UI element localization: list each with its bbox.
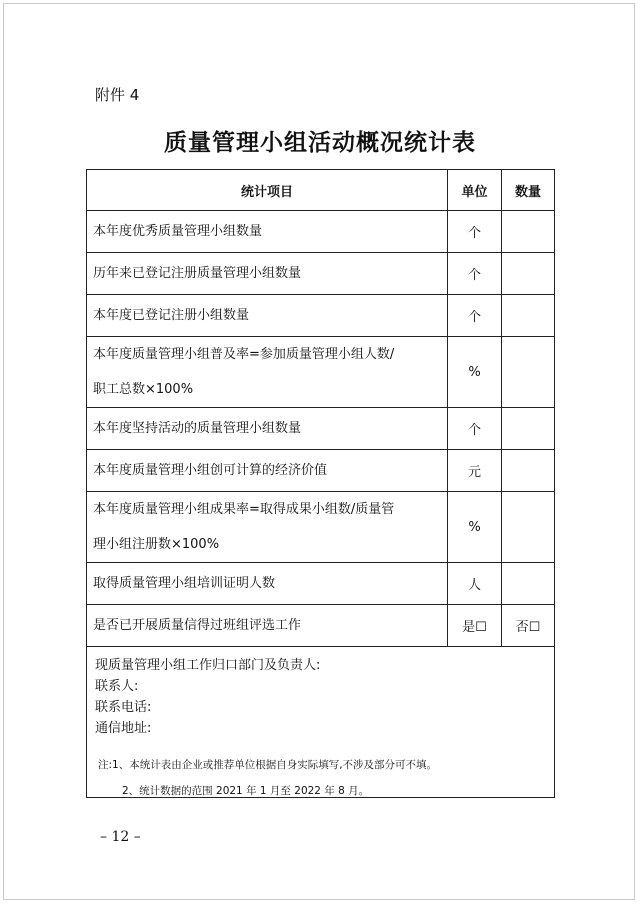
table-row bbox=[87, 253, 555, 295]
row-item: 是否已开展质量信得过班组评选工作 bbox=[87, 605, 448, 647]
table-row bbox=[87, 337, 555, 408]
table-row bbox=[87, 605, 555, 647]
row-unit: 元 bbox=[448, 450, 502, 492]
table-row bbox=[87, 563, 555, 605]
row-quantity-cell[interactable] bbox=[502, 295, 555, 337]
row-unit: 个 bbox=[448, 408, 502, 450]
row-quantity-cell[interactable] bbox=[502, 492, 555, 563]
row-unit: % bbox=[448, 492, 502, 563]
row-unit: % bbox=[448, 337, 502, 408]
row-item: 本年度已登记注册小组数量 bbox=[87, 295, 448, 337]
table-row bbox=[87, 450, 555, 492]
row-item bbox=[87, 337, 448, 408]
row-unit: 个 bbox=[448, 253, 502, 295]
row-unit: 个 bbox=[448, 295, 502, 337]
row-quantity-cell[interactable] bbox=[502, 408, 555, 450]
table-row bbox=[87, 211, 555, 253]
row-item: 本年度质量管理小组创可计算的经济价值 bbox=[87, 450, 448, 492]
page-number: – 12 – bbox=[100, 829, 141, 845]
document-title: 质量管理小组活动概况统计表 bbox=[164, 129, 476, 156]
row-item-line-2: 理小组注册数×100% bbox=[93, 537, 220, 552]
row-item-line-1: 本年度质量管理小组普及率=参加质量管理小组人数/ bbox=[93, 347, 395, 362]
row-item: 取得质量管理小组培训证明人数 bbox=[87, 563, 448, 605]
table-header-row bbox=[87, 170, 555, 211]
row-item-line-1: 本年度质量管理小组成果率=取得成果小组数/质量管 bbox=[93, 502, 395, 517]
row-item: 本年度坚持活动的质量管理小组数量 bbox=[87, 408, 448, 450]
contact-person-label: 联系人: bbox=[95, 679, 139, 694]
table-row bbox=[87, 408, 555, 450]
row-unit: 人 bbox=[448, 563, 502, 605]
note-2: 2、统计数据的范围 2021 年 1 月至 2022 年 8 月。 bbox=[122, 785, 370, 797]
statistics-table bbox=[86, 169, 555, 798]
notes bbox=[98, 752, 437, 804]
no-checkbox[interactable]: 否☐ bbox=[502, 605, 555, 647]
header-quantity: 数量 bbox=[502, 170, 555, 211]
dept-responsible-label: 现质量管理小组工作归口部门及负责人: bbox=[95, 658, 321, 673]
contact-phone-label: 联系电话: bbox=[95, 700, 152, 715]
row-quantity-cell[interactable] bbox=[502, 450, 555, 492]
header-item: 统计项目 bbox=[87, 170, 448, 211]
table-row bbox=[87, 295, 555, 337]
row-quantity-cell[interactable] bbox=[502, 563, 555, 605]
row-quantity-cell[interactable] bbox=[502, 211, 555, 253]
row-quantity-cell[interactable] bbox=[502, 253, 555, 295]
mailing-address-label: 通信地址: bbox=[95, 721, 152, 736]
row-item bbox=[87, 492, 448, 563]
row-unit: 个 bbox=[448, 211, 502, 253]
row-item: 历年来已登记注册质量管理小组数量 bbox=[87, 253, 448, 295]
yes-checkbox[interactable]: 是☐ bbox=[448, 605, 502, 647]
row-quantity-cell[interactable] bbox=[502, 337, 555, 408]
attachment-label: 附件 4 bbox=[95, 86, 140, 104]
table-row bbox=[87, 492, 555, 563]
header-unit: 单位 bbox=[448, 170, 502, 211]
note-1: 注:1、本统计表由企业或推荐单位根据自身实际填写,不涉及部分可不填。 bbox=[98, 759, 438, 771]
row-item: 本年度优秀质量管理小组数量 bbox=[87, 211, 448, 253]
row-item-line-2: 职工总数×100% bbox=[93, 382, 194, 397]
